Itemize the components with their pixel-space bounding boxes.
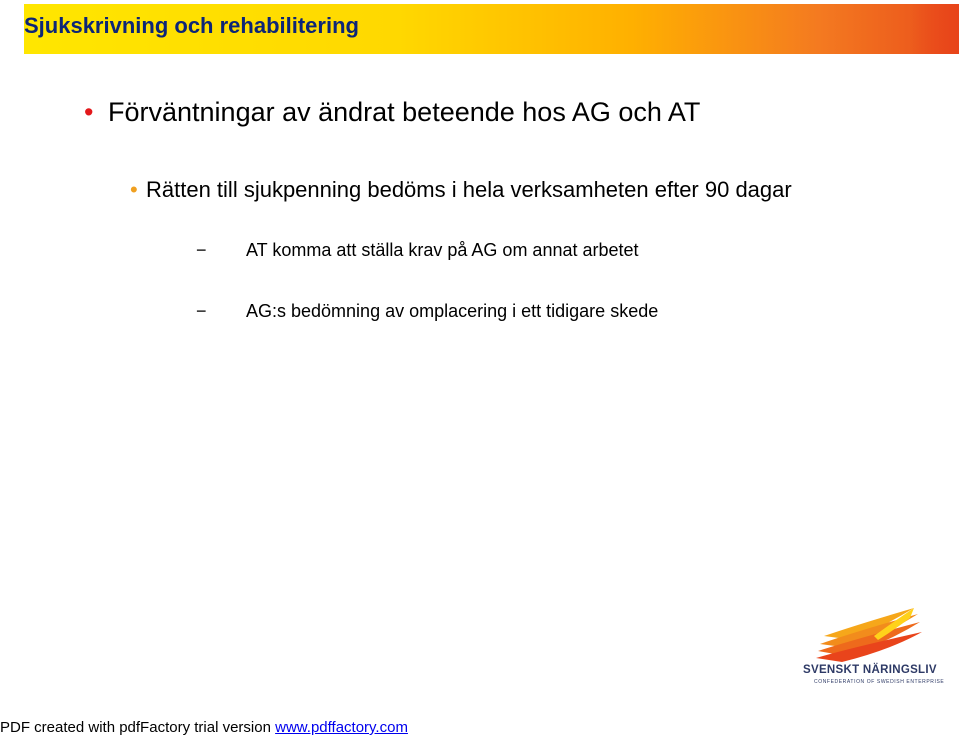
dash-item-text: AT komma att ställa krav på AG om annat arbetet: [246, 240, 639, 260]
bullet-sub-text: Rätten till sjukpenning bedöms i hela verksamheten efter 90 dagar: [146, 177, 792, 202]
pdf-footer: [0, 719, 408, 736]
logo-subtitle: CONFEDERATION OF SWEDISH ENTERPRISE: [814, 679, 945, 685]
dash-item-text: AG:s bedömning av omplacering i ett tidigare skede: [246, 301, 659, 321]
svenskt-naringsliv-logo: [800, 606, 945, 690]
dash-icon: −: [196, 240, 207, 260]
slide-title: Sjukskrivning och rehabilitering: [24, 13, 359, 38]
wing-flame-icon: [814, 606, 924, 662]
bullet-main-text: Förväntningar av ändrat beteende hos AG och AT: [108, 97, 701, 127]
footer-text: PDF created with pdfFactory trial version: [0, 719, 276, 736]
title-bar-fade: [911, 4, 959, 54]
dash-icon: −: [196, 301, 207, 321]
bullet-sub-dot-icon: •: [130, 177, 138, 202]
footer-link[interactable]: www.pdffactory.com: [275, 719, 408, 736]
bullet-dot-icon: •: [84, 97, 94, 127]
logo-name: SVENSKT NÄRINGSLIV: [803, 664, 937, 676]
